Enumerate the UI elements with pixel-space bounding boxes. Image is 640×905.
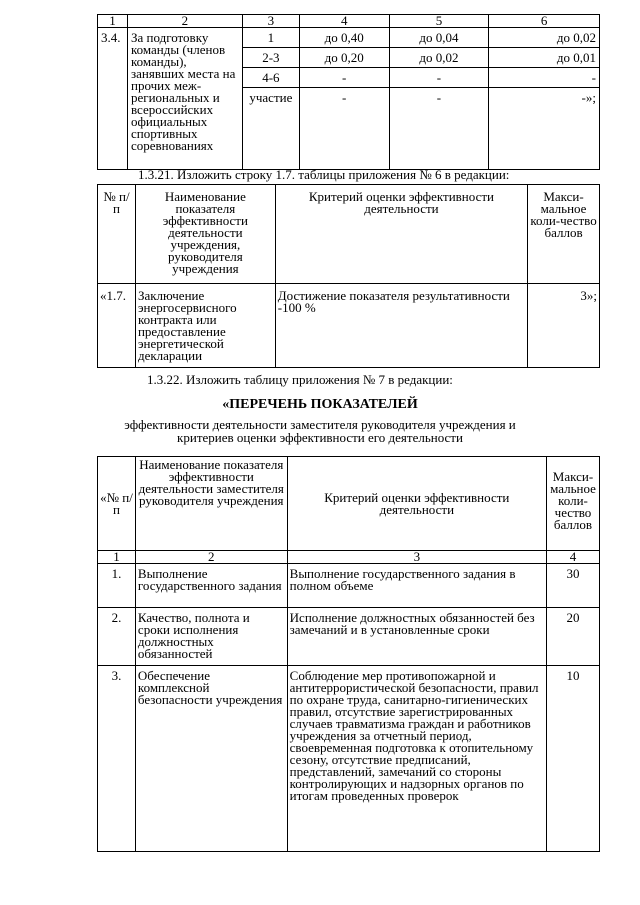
- t1-header-3: 3: [242, 15, 299, 28]
- table-row: [98, 666, 600, 852]
- t1-value-6: -: [489, 68, 600, 88]
- t1-header-6: 6: [489, 15, 600, 28]
- table-3-number-row: [98, 551, 600, 564]
- t1-header-2: 2: [127, 15, 242, 28]
- t3-row-criterion: Исполнение должностных обязанностей без замечаний и в установленные сроки: [287, 608, 546, 666]
- t3-header-max: Макси-мальное коли-чество баллов: [546, 457, 599, 551]
- document-subtitle-line-1: эффективности деятельности заместителя руководителя учреждения и: [124, 417, 516, 432]
- table-1-header-row: [98, 15, 600, 28]
- t1-value-4: до 0,20: [299, 48, 389, 68]
- t1-value-6: до 0,01: [489, 48, 600, 68]
- t3-row-number: 2.: [98, 608, 136, 666]
- t3-row-criterion: Выполнение государственного задания в полном объеме: [287, 564, 546, 608]
- t1-value-5: до 0,04: [389, 28, 489, 48]
- table-2: [97, 184, 600, 368]
- t2-header-name: Наименование показателя эффективности деятельности учреждения, руководителя учреждения: [135, 185, 275, 284]
- t3-column-number-1: 1: [98, 551, 136, 564]
- t1-value-4: -: [299, 68, 389, 88]
- table-row: [98, 28, 600, 48]
- table-row: [98, 284, 600, 368]
- t3-column-number-2: 2: [135, 551, 287, 564]
- t2-row-name: Заключение энергосервисного контракта или предоставление энергетической декларации: [135, 284, 275, 368]
- t1-value-5: -: [389, 68, 489, 88]
- t1-value-5: до 0,02: [389, 48, 489, 68]
- table-row: [98, 608, 600, 666]
- t3-column-number-3: 3: [287, 551, 546, 564]
- t3-row-score: 30: [546, 564, 599, 608]
- t3-row-name: Качество, полнота и сроки исполнения должностных обязанностей: [135, 608, 287, 666]
- table-3-header-row: [98, 457, 600, 551]
- t1-value-5: -: [389, 88, 489, 170]
- t2-row-score: 3»;: [528, 284, 600, 368]
- t2-row-criterion: Достижение показателя результативности -100 %: [275, 284, 527, 368]
- table-3: [97, 456, 600, 852]
- t3-row-score: 10: [546, 666, 599, 852]
- t2-header-max: Макси-мальное коли-чество баллов: [528, 185, 600, 284]
- t3-header-name: Наименование показателя эффективности деятельности заместителя руководителя учреждения: [135, 457, 287, 551]
- t1-place: 2-3: [242, 48, 299, 68]
- t2-row-number: «1.7.: [98, 284, 136, 368]
- table-2-header-row: [98, 185, 600, 284]
- table-row: [98, 564, 600, 608]
- t3-header-number: «№ п/п: [98, 457, 136, 551]
- document-title: «ПЕРЕЧЕНЬ ПОКАЗАТЕЛЕЙ: [222, 397, 418, 412]
- t1-value-6: до 0,02: [489, 28, 600, 48]
- t1-place: участие: [242, 88, 299, 170]
- paragraph-1-3-22: 1.3.22. Изложить таблицу приложения № 7 в редакции:: [147, 372, 453, 387]
- t3-row-number: 1.: [98, 564, 136, 608]
- t1-header-5: 5: [389, 15, 489, 28]
- t3-row-number: 3.: [98, 666, 136, 852]
- t1-place: 4-6: [242, 68, 299, 88]
- t1-row-number: 3.4.: [98, 28, 128, 170]
- t1-value-6: -»;: [489, 88, 600, 170]
- t1-row-name: За подготовку команды (членов команды), занявших места на прочих меж-региональных и всероссийских официальных спортивных соревнованиях: [127, 28, 242, 170]
- t3-row-name: Выполнение государственного задания: [135, 564, 287, 608]
- t2-header-number: № п/п: [98, 185, 136, 284]
- t1-value-4: -: [299, 88, 389, 170]
- t1-header-1: 1: [98, 15, 128, 28]
- t1-header-4: 4: [299, 15, 389, 28]
- t2-header-criterion: Критерий оценки эффективности деятельности: [275, 185, 527, 284]
- t3-row-criterion: Соблюдение мер противопожарной и антитеррористической безопасности, правил по охране труда, санитарно-гигиенических правил, отсутствие зарегистрированных случаев травматизма граждан и работников учреждения за отчетный период, своевременная подготовка к отопительному сезону, отсутствие предписаний, представлений, замечаний со стороны контролирующих и надзорных органов по итогам проведенных проверок: [287, 666, 546, 852]
- paragraph-1-3-21: 1.3.21. Изложить строку 1.7. таблицы приложения № 6 в редакции:: [138, 167, 510, 182]
- t3-row-score: 20: [546, 608, 599, 666]
- document-subtitle-line-2: критериев оценки эффективности его деятельности: [177, 430, 463, 445]
- t1-place: 1: [242, 28, 299, 48]
- t1-value-4: до 0,40: [299, 28, 389, 48]
- t3-header-criterion: Критерий оценки эффективности деятельности: [287, 457, 546, 551]
- t3-row-name: Обеспечение комплексной безопасности учреждения: [135, 666, 287, 852]
- t3-column-number-4: 4: [546, 551, 599, 564]
- table-1: [97, 14, 600, 170]
